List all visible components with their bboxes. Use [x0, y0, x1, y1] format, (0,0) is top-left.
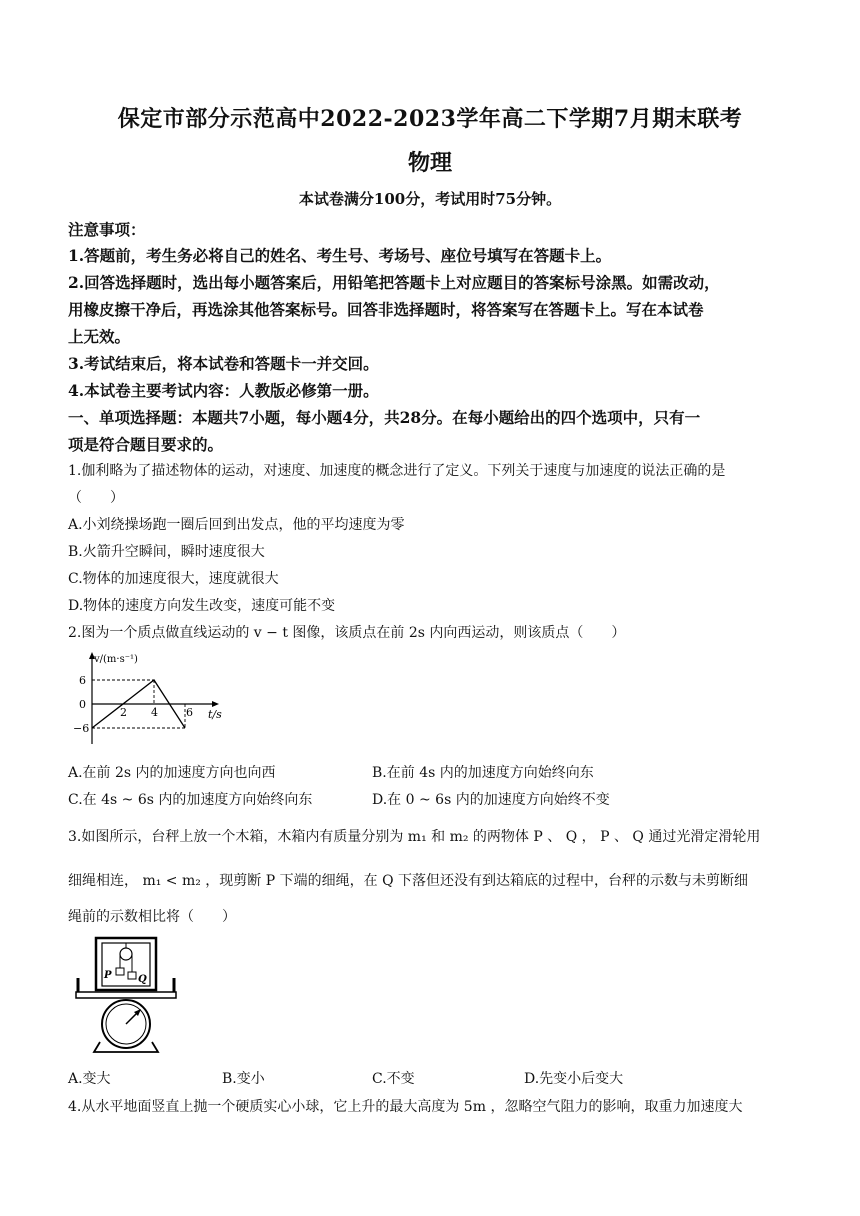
q2-option-b: B.在前 4s 内的加速度方向始终向东 — [372, 765, 594, 781]
exam-title: 保定市部分示范高中2022-2023学年高二下学期7月期末联考 — [117, 106, 743, 132]
vt-graph — [70, 650, 240, 750]
graph-y-neg6: −6 — [73, 722, 90, 735]
note-1: 1.答题前，考生务必将自己的姓名、考生号、考场号、座位号填写在答题卡上。 — [68, 246, 612, 265]
q3-option-a: A.变大 — [68, 1071, 111, 1087]
note-4: 4.本试卷主要考试内容：人教版必修第一册。 — [68, 381, 379, 400]
scale-box-figure — [74, 934, 178, 1058]
graph-x-4: 4 — [151, 706, 158, 719]
graph-x-2: 2 — [120, 706, 127, 719]
q1-option-b: B.火箭升空瞬间，瞬时速度很大 — [68, 544, 265, 560]
q3-option-d: D.先变小后变大 — [524, 1071, 624, 1087]
graph-x-label: t/s — [208, 708, 222, 721]
graph-x-6: 6 — [186, 706, 193, 719]
q3-option-c: C.不变 — [372, 1071, 415, 1087]
q1-option-a: A.小刘绕操场跑一圈后回到出发点，他的平均速度为零 — [68, 517, 405, 533]
q2-option-d: D.在 0 ~ 6s 内的加速度方向始终不变 — [372, 792, 610, 808]
subject-title: 物理 — [407, 150, 452, 176]
notes-heading: 注意事项： — [68, 220, 146, 239]
graph-y-6: 6 — [79, 674, 86, 687]
note-2-line-2: 用橡皮擦干净后，再选涂其他答案标号。回答非选择题时，将答案写在答题卡上。写在本试卷 — [68, 300, 704, 319]
section-1-line-1: 一、单项选择题：本题共7小题，每小题4分，共28分。在每小题给出的四个选项中，只有一 — [68, 408, 701, 427]
q3-option-b: B.变小 — [222, 1071, 265, 1087]
figure-label-p: P — [104, 970, 112, 981]
q2-stem: 2.图为一个质点做直线运动的 v − t 图像，该质点在前 2s 内向西运动，则该质点（ ） — [68, 625, 626, 641]
graph-y-label: v/(m·s⁻¹) — [94, 654, 138, 665]
q3-stem-line-3: 绳前的示数相比将（ ） — [68, 909, 236, 925]
section-1-line-2: 项是符合题目要求的。 — [68, 435, 224, 454]
note-3: 3.考试结束后，将本试卷和答题卡一并交回。 — [68, 354, 379, 373]
q1-stem: 1.伽利略为了描述物体的运动，对速度、加速度的概念进行了定义。下列关于速度与加速度的说法正确的是 — [68, 463, 726, 479]
note-2-line-1: 2.回答选择题时，选出每小题答案后，用铅笔把答题卡上对应题目的答案标号涂黑。如需改动， — [68, 273, 720, 292]
q1-paren: （ ） — [68, 490, 124, 506]
figure-label-q: Q — [138, 974, 147, 985]
graph-y-0: 0 — [79, 698, 86, 711]
q3-stem-line-2: 细绳相连， m₁ < m₂ ，现剪断 P 下端的细绳，在 Q 下落但还没有到达箱底的过程中，台秤的示数与未剪断细 — [68, 873, 749, 889]
q4-stem-line-1: 4.从水平地面竖直上抛一个硬质实心小球，它上升的最大高度为 5m ，忽略空气阻力的影响，取重力加速度大 — [68, 1099, 743, 1115]
note-2-line-3: 上无效。 — [68, 327, 131, 346]
q2-option-a: A.在前 2s 内的加速度方向也向西 — [68, 765, 276, 781]
exam-info: 本试卷满分100分，考试用时75分钟。 — [298, 190, 562, 208]
q2-option-c: C.在 4s ~ 6s 内的加速度方向始终向东 — [68, 792, 313, 808]
q3-stem-line-1: 3.如图所示，台秤上放一个木箱，木箱内有质量分别为 m₁ 和 m₂ 的两物体 P 、 Q ， P 、 Q 通过光滑定滑轮用 — [68, 829, 761, 845]
q1-option-d: D.物体的速度方向发生改变，速度可能不变 — [68, 598, 336, 614]
q1-option-c: C.物体的加速度很大，速度就很大 — [68, 571, 279, 587]
